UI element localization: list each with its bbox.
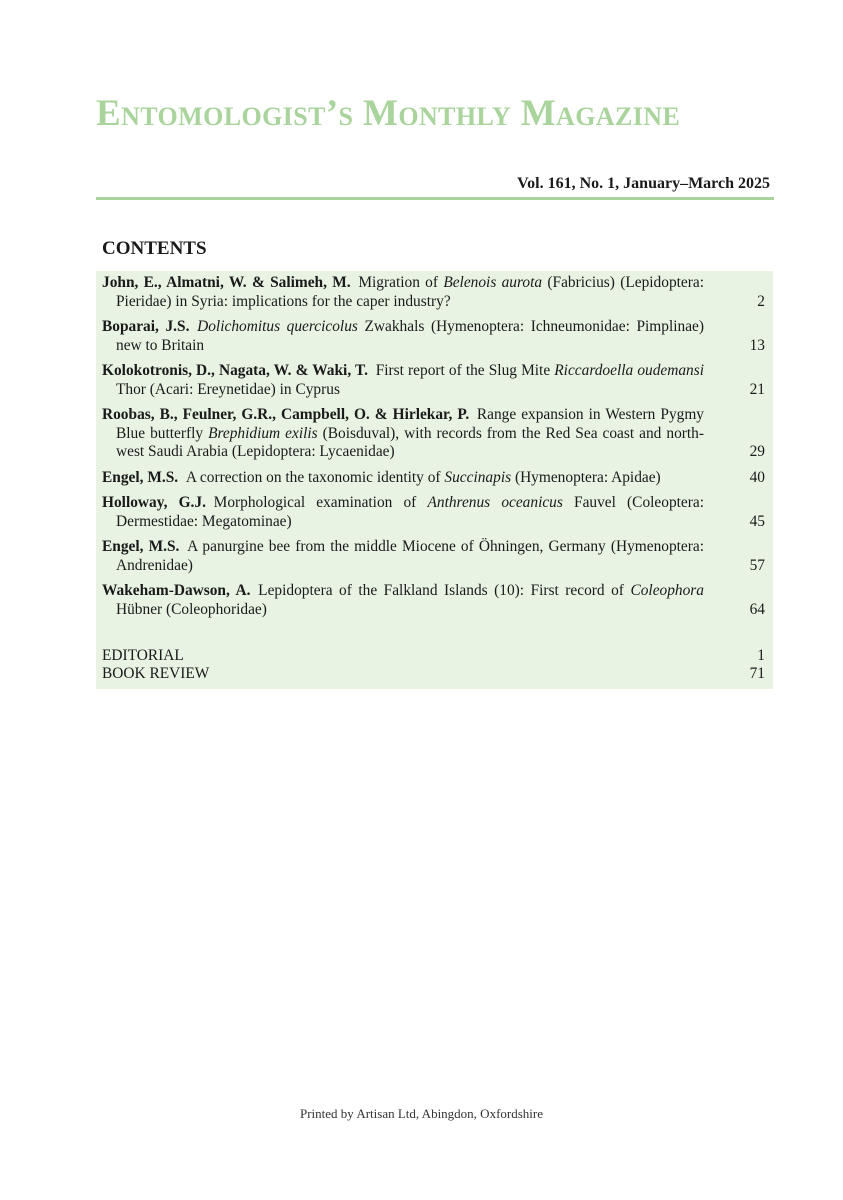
entry-text bbox=[102, 538, 704, 575]
entry-page-number: 40 bbox=[749, 468, 765, 486]
entry-title: A correction on the taxonomic identity of bbox=[185, 468, 445, 486]
contents-entry bbox=[96, 274, 773, 311]
entry-authors: Engel, M.S. bbox=[102, 468, 179, 486]
contents-entry bbox=[96, 318, 773, 355]
entry-title: A panurgine bee from the middle Miocene of Öhningen, Germany (Hymenoptera: Andrenidae) bbox=[116, 538, 704, 574]
contents-entry bbox=[96, 538, 773, 575]
misc-page-number: 1 bbox=[757, 647, 765, 664]
entry-authors: Boparai, J.S. bbox=[102, 318, 190, 335]
misc-entry bbox=[102, 665, 773, 683]
entry-taxon: Belenois aurota bbox=[443, 274, 543, 291]
printer-credit: Printed by Artisan Ltd, Abingdon, Oxfordshire bbox=[299, 1106, 543, 1121]
entry-title: Fauvel (Coleoptera: Dermestidae: Megatominae) bbox=[116, 494, 704, 530]
entry-authors: Engel, M.S. bbox=[102, 538, 180, 555]
contents-list bbox=[96, 274, 773, 619]
entry-title: (Boisduval), with records from the Red Sea coast and north-west Saudi Arabia (Lepidoptera: Lycaenidae) bbox=[116, 424, 704, 460]
entry-taxon: Riccardoella oudemansi bbox=[554, 362, 705, 379]
entry-title: (Fabricius) (Lepidoptera: Pieridae) in Syria: implications for the caper industry? bbox=[116, 274, 704, 310]
entry-authors: Kolokotronis, D., Nagata, W. & Waki, T. bbox=[102, 362, 368, 379]
misc-label: BOOK REVIEW bbox=[102, 665, 210, 682]
misc-entry bbox=[102, 647, 773, 665]
entry-title: First report of the Slug Mite bbox=[375, 362, 555, 379]
contents-box bbox=[96, 271, 773, 689]
contents-entry bbox=[96, 469, 773, 488]
entry-page-number: 2 bbox=[757, 292, 765, 310]
misc-list bbox=[96, 647, 773, 683]
entry-text bbox=[102, 582, 704, 619]
entry-title: Zwakhals (Hymenoptera: Ichneumonidae: Pimplinae) new to Britain bbox=[116, 318, 704, 354]
entry-text bbox=[102, 274, 704, 311]
entry-taxon: Coleophora bbox=[630, 582, 704, 599]
contents-entry bbox=[96, 582, 773, 619]
entry-title: Thor (Acari: Ereynetidae) in Cyprus bbox=[116, 380, 340, 398]
entry-taxon: Dolichomitus quercicolus bbox=[197, 318, 358, 335]
entry-taxon: Brephidium exilis bbox=[208, 424, 318, 442]
entry-page-number: 21 bbox=[749, 380, 765, 398]
contents-heading: CONTENTS bbox=[102, 238, 207, 259]
entry-taxon: Anthrenus oceanicus bbox=[427, 494, 563, 511]
entry-title: Range expansion in Western Pygmy Blue butterfly bbox=[116, 406, 704, 442]
journal-title: Entomologist’s Monthly Magazine bbox=[96, 93, 681, 134]
entry-page-number: 45 bbox=[749, 512, 765, 530]
entry-text bbox=[102, 494, 704, 531]
misc-page-number: 71 bbox=[749, 665, 765, 682]
entry-title: (Hymenoptera: Apidae) bbox=[511, 468, 661, 486]
contents-entry bbox=[96, 494, 773, 531]
entry-text bbox=[102, 469, 704, 488]
misc-label: EDITORIAL bbox=[102, 647, 184, 664]
issue-line: Vol. 161, No. 1, January–March 2025 bbox=[517, 175, 770, 192]
entry-authors: Wakeham-Dawson, A. bbox=[102, 582, 251, 599]
entry-text bbox=[102, 406, 704, 462]
entry-authors: Roobas, B., Feulner, G.R., Campbell, O. & Hirlekar, P. bbox=[102, 406, 470, 423]
entry-page-number: 64 bbox=[749, 600, 765, 618]
entry-authors: Holloway, G.J. bbox=[102, 494, 206, 511]
entry-page-number: 29 bbox=[749, 443, 765, 460]
contents-entry bbox=[96, 406, 773, 462]
entry-title: Lepidoptera of the Falkland Islands (10): First record of bbox=[258, 582, 631, 599]
entry-title: Hübner (Coleophoridae) bbox=[116, 600, 267, 618]
header-rule bbox=[96, 197, 774, 200]
contents-entry bbox=[96, 362, 773, 399]
entry-text bbox=[102, 318, 704, 355]
entry-page-number: 57 bbox=[749, 556, 765, 574]
entry-authors: John, E., Almatni, W. & Salimeh, M. bbox=[102, 274, 351, 291]
entry-page-number: 13 bbox=[749, 336, 765, 354]
entry-text bbox=[102, 362, 704, 399]
entry-title: Migration of bbox=[358, 274, 444, 291]
entry-taxon: Succinapis bbox=[444, 468, 512, 486]
entry-title: Morphological examination of bbox=[213, 494, 428, 511]
